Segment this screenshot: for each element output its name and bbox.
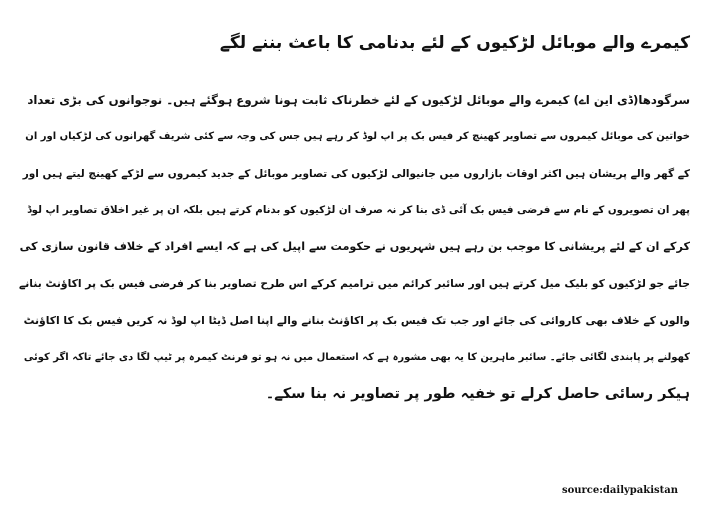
body-line-4: پھر ان تصویروں کے نام سے فرضی فیس بک آئی ڈی بنا کر نہ صرف ان لڑکیوں کو بدنام کرتے ہیں بلکہ ان پر غیر اخلاق تصاویر اپ لوڈ [27,204,690,217]
body-line-9: ہیکر رسائی حاصل کرلے تو خفیہ طور پر تصاویر نہ بنا سکے۔ [265,386,690,403]
body-line-3: کے گھر والے پریشان ہیں اکثر اوقات بازاروں میں جانیوالی لڑکیوں کی تصاویر موبائل کے جدید کیمروں سے لڑکے کھینچ لیتے ہیں اور [22,167,690,180]
body-line-6: جائے جو لڑکیوں کو بلیک میل کرتے ہیں اور سائبر کرائم میں ترامیم کرکے اس طرح تصاویر بنا کر فرضی فیس بک پر اکاؤنٹ بنانے [18,276,690,290]
body-line-7: والوں کے خلاف بھی کاروائی کی جائے اور جب تک فیس بک پر اکاؤنٹ بنانے والے اپنا اصل ڈیٹا اپ لوڈ نہ کریں فیس بک کا اکاؤنٹ [23,313,690,327]
source-credit: source:dailypakistan [561,485,678,496]
body-line-8: کھولنے پر پابندی لگائی جائے۔ سائبر ماہرین کا یہ بھی مشورہ ہے کہ استعمال میں نہ ہو تو فرنٹ کیمرہ پر ٹیپ لگا دی جائے تاکہ اگر کوئی [23,351,690,363]
body-line-2: خواتین کی موبائل کیمروں سے تصاویر کھینچ کر فیس بک پر اپ لوڈ کر رہے ہیں جس کی وجہ سے کئی شریف گھرانوں کی لڑکیاں اور ان [25,130,690,142]
article-body [18,82,690,413]
body-line-1: سرگودھا(ڈی این اے) کیمرے والے موبائل لڑکیوں کے لئے خطرناک ثابت ہونا شروع ہوگئے ہیں۔ نوجوانوں کی بڑی تعداد [27,93,690,107]
body-line-5: کرکے ان کے لئے پریشانی کا موجب بن رہے ہیں شہریوں نے حکومت سے اپیل کی ہے کہ ایسے افراد کے خلاف قانون سازی کی [19,240,690,254]
article-headline: کیمرے والے موبائل لڑکیوں کے لئے بدنامی کا باعث بننے لگے [219,33,690,53]
